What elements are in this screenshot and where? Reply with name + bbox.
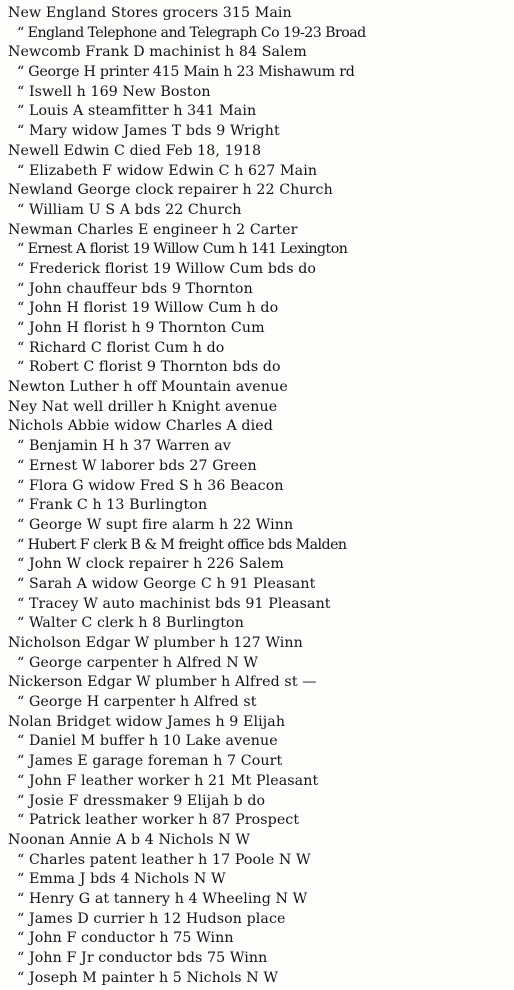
directory-subentry: “ John chauffeur bds 9 Thornton xyxy=(17,280,253,297)
directory-entry: Newcomb Frank D machinist h 84 Salem xyxy=(8,44,307,61)
directory-subentry: “ Walter C clerk h 8 Burlington xyxy=(17,615,244,632)
directory-subentry: “ George H printer 415 Main h 23 Mishawum rd xyxy=(17,64,355,81)
directory-subentry: “ Josie F dressmaker 9 Elijah b do xyxy=(17,792,266,809)
directory-subentry: “ William U S A bds 22 Church xyxy=(17,201,242,218)
directory-subentry: “ George H carpenter h Alfred st xyxy=(17,694,257,711)
directory-subentry: “ Daniel M buffer h 10 Lake avenue xyxy=(17,733,278,750)
directory-subentry: “ Emma J bds 4 Nichols N W xyxy=(17,871,226,888)
directory-entries xyxy=(8,4,512,988)
directory-subentry: “ Henry G at tannery h 4 Wheeling N W xyxy=(17,890,308,907)
directory-subentry: “ Richard C florist Cum h do xyxy=(17,339,225,356)
directory-entry: Newell Edwin C died Feb 18, 1918 xyxy=(8,142,262,159)
directory-subentry: “ James D currier h 12 Hudson place xyxy=(17,910,286,927)
directory-subentry: “ Patrick leather worker h 87 Prospect xyxy=(17,812,300,829)
directory-entry: Newland George clock repairer h 22 Church xyxy=(8,182,333,199)
directory-subentry: “ Ernest W laborer bds 27 Green xyxy=(17,457,257,474)
directory-subentry: “ Hubert F clerk B & M freight office bds Malden xyxy=(17,536,347,553)
directory-subentry: “ Benjamin H h 37 Warren av xyxy=(17,438,231,455)
directory-subentry: “ Mary widow James T bds 9 Wright xyxy=(17,123,280,140)
directory-entry: Newman Charles E engineer h 2 Carter xyxy=(8,221,298,238)
directory-subentry: “ John F Jr conductor bds 75 Winn xyxy=(17,950,268,966)
directory-entry: New England Stores grocers 315 Main xyxy=(8,5,292,21)
directory-subentry: “ John F conductor h 75 Winn xyxy=(17,930,234,947)
directory-subentry: “ John H florist h 9 Thornton Cum xyxy=(17,320,265,336)
directory-subentry: “ Louis A steamfitter h 341 Main xyxy=(17,103,257,120)
directory-entry: Ney Nat well driller h Knight avenue xyxy=(8,398,278,415)
directory-subentry: “ Ernest A florist 19 Willow Cum h 141 Lexington xyxy=(17,241,348,258)
directory-subentry: “ Tracey W auto machinist bds 91 Pleasant xyxy=(17,595,331,612)
directory-subentry: “ John F leather worker h 21 Mt Pleasant xyxy=(17,772,319,789)
directory-subentry: “ John W clock repairer h 226 Salem xyxy=(17,556,284,573)
directory-subentry: “ Frank C h 13 Burlington xyxy=(17,497,208,514)
directory-entry: Newton Luther h off Mountain avenue xyxy=(8,379,288,396)
directory-entry: Nolan Bridget widow James h 9 Elijah xyxy=(8,713,286,730)
directory-subentry: “ Elizabeth F widow Edwin C h 627 Main xyxy=(17,162,318,179)
directory-subentry: “ Frederick florist 19 Willow Cum bds do xyxy=(17,260,317,277)
directory-subentry: “ England Telephone and Telegraph Co 19-23 Broad xyxy=(17,24,366,41)
directory-subentry: “ John H florist 19 Willow Cum h do xyxy=(17,300,279,317)
directory-entry: Nichols Abbie widow Charles A died xyxy=(8,418,273,435)
directory-subentry: “ Robert C florist 9 Thornton bds do xyxy=(17,359,281,376)
directory-subentry: “ Sarah A widow George C h 91 Pleasant xyxy=(17,575,316,592)
directory-subentry: “ Iswell h 169 New Boston xyxy=(17,83,211,100)
directory-subentry: “ George W supt fire alarm h 22 Winn xyxy=(17,516,294,533)
directory-entry: Nicholson Edgar W plumber h 127 Winn xyxy=(8,635,303,651)
directory-subentry: “ James E garage foreman h 7 Court xyxy=(17,753,283,770)
directory-subentry: “ Charles patent leather h 17 Poole N W xyxy=(17,851,311,868)
directory-subentry: “ George carpenter h Alfred N W xyxy=(17,654,259,671)
directory-entry: Nickerson Edgar W plumber h Alfred st — xyxy=(8,674,317,691)
directory-entry: Noonan Annie A b 4 Nichols N W xyxy=(8,831,250,848)
directory-subentry: “ Joseph M painter h 5 Nichols N W xyxy=(17,969,279,986)
directory-subentry: “ Flora G widow Fred S h 36 Beacon xyxy=(17,477,284,494)
